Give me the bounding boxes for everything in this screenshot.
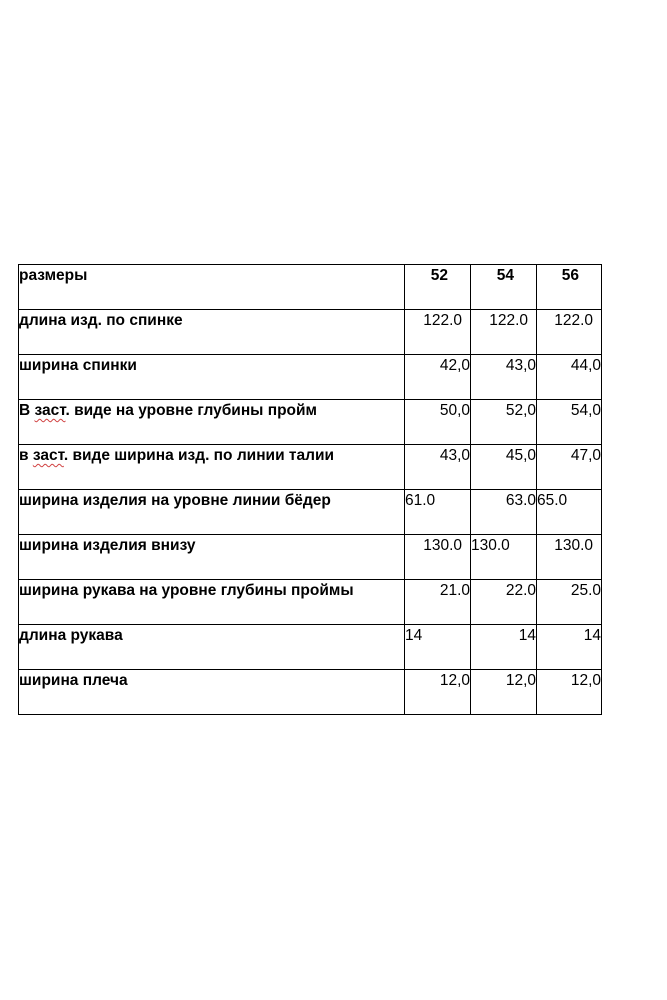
table-row	[19, 580, 602, 625]
row-value-56: 65.0	[537, 490, 602, 535]
row-value-54: 22.0	[471, 580, 537, 625]
row-value-52: 122.0	[405, 310, 471, 355]
row-value-56: 122.0	[537, 310, 602, 355]
row-value-56: 14	[537, 625, 602, 670]
row-value-54: 14	[471, 625, 537, 670]
table-row	[19, 310, 602, 355]
row-value-54: 43,0	[471, 355, 537, 400]
row-label-post: . виде на уровне глубины пройм	[65, 402, 318, 419]
table-row	[19, 625, 602, 670]
table-header-row	[19, 265, 602, 310]
row-value-52: 50,0	[405, 400, 471, 445]
size-chart-table	[18, 264, 602, 715]
row-value-56: 54,0	[537, 400, 602, 445]
row-label: ширина изделия внизу	[19, 535, 405, 580]
header-size-54: 54	[471, 265, 537, 310]
table-row	[19, 490, 602, 535]
table-row	[19, 535, 602, 580]
row-value-54: 45,0	[471, 445, 537, 490]
table-row	[19, 670, 602, 715]
row-value-52: 42,0	[405, 355, 471, 400]
row-value-52: 43,0	[405, 445, 471, 490]
table-row	[19, 355, 602, 400]
table-row	[19, 445, 602, 490]
row-label: длина рукава	[19, 625, 405, 670]
row-label: длина изд. по спинке	[19, 310, 405, 355]
row-label-post: . виде ширина изд. по линии талии	[63, 447, 335, 464]
row-value-52: 130.0	[405, 535, 471, 580]
row-label-misspelled: заст	[34, 402, 66, 419]
row-value-52: 61.0	[405, 490, 471, 535]
row-value-54: 122.0	[471, 310, 537, 355]
row-label-pre: В	[19, 402, 35, 419]
row-value-56: 12,0	[537, 670, 602, 715]
header-size-52: 52	[405, 265, 471, 310]
row-label-pre: в	[19, 447, 33, 464]
row-value-54: 63.0	[471, 490, 537, 535]
table-row	[19, 400, 602, 445]
row-value-56: 25.0	[537, 580, 602, 625]
row-label	[19, 445, 405, 490]
row-label-misspelled: заст	[32, 447, 64, 464]
header-label-cell: размеры	[19, 265, 405, 310]
row-value-56: 44,0	[537, 355, 602, 400]
row-value-56: 130.0	[537, 535, 602, 580]
row-label: ширина плеча	[19, 670, 405, 715]
row-value-52: 12,0	[405, 670, 471, 715]
row-label: ширина рукава на уровне глубины проймы	[19, 580, 405, 625]
row-value-52: 14	[405, 625, 471, 670]
row-value-56: 47,0	[537, 445, 602, 490]
row-value-52: 21.0	[405, 580, 471, 625]
header-size-56: 56	[537, 265, 602, 310]
row-label: ширина изделия на уровне линии бёдер	[19, 490, 405, 535]
row-label	[19, 400, 405, 445]
row-label: ширина спинки	[19, 355, 405, 400]
row-value-54: 130.0	[471, 535, 537, 580]
row-value-54: 52,0	[471, 400, 537, 445]
row-value-54: 12,0	[471, 670, 537, 715]
